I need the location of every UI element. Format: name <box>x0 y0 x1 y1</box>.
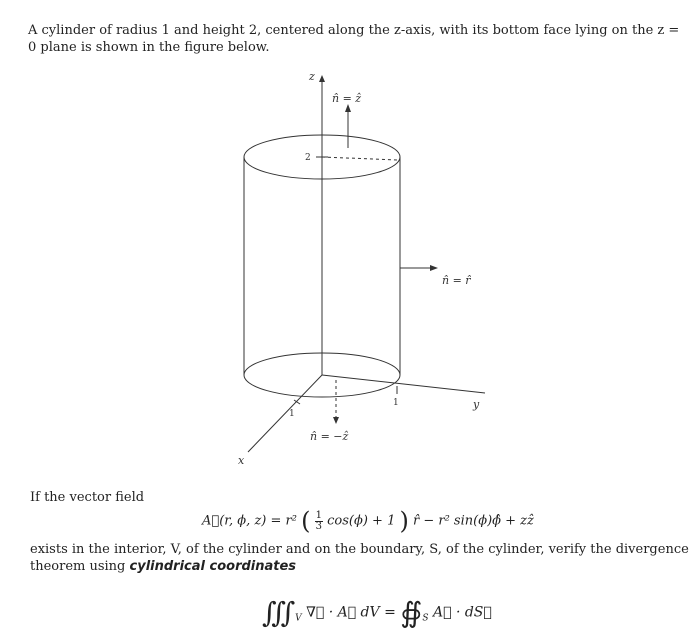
open-paren: ( <box>301 507 311 535</box>
field-label: If the vector field <box>30 490 145 505</box>
volume-integrand: ∇⃗ · A⃗ dV = <box>306 604 396 621</box>
vector-field-equation <box>202 507 534 535</box>
y-axis <box>322 375 485 393</box>
field-eq-rhs: r̂ − r² sin(ϕ)ϕ̂ + zẑ <box>413 513 534 529</box>
height-tick-label: 2 <box>305 153 311 163</box>
surface-subscript: S <box>422 613 429 624</box>
fraction <box>315 511 323 532</box>
task-emphasis: cylindrical coordinates <box>129 559 297 574</box>
height-dash <box>322 157 398 160</box>
z-axis-label: z <box>309 70 315 83</box>
x-tick-label: 1 <box>289 409 295 419</box>
surface-integrand: A⃗ · dS⃗ <box>432 604 492 621</box>
y-tick-label: 1 <box>393 398 399 408</box>
bottom-normal-arrowhead <box>333 417 339 424</box>
fraction-denominator: 3 <box>315 520 322 532</box>
task-text: exists in the interior, V, of the cylinder and on the boundary, S, of the cylinder, verify the divergence theorem using <box>30 542 689 574</box>
fraction-numerator: 1 <box>315 509 322 521</box>
y-axis-label: y <box>473 398 480 411</box>
z-axis-arrowhead <box>319 75 325 82</box>
volume-integral-sign: ∭ <box>262 596 296 629</box>
side-normal-label: n̂ = r̂ <box>442 274 471 287</box>
intro-paragraph: A cylinder of radius 1 and height 2, centered along the z-axis, with its bottom face lying on the z = 0 plane is shown in the figure below. <box>28 23 680 55</box>
volume-subscript: V <box>295 613 302 624</box>
close-paren: ) <box>399 507 409 535</box>
side-normal-arrowhead <box>430 265 438 271</box>
top-normal-label: n̂ = ẑ <box>332 92 362 105</box>
top-normal-arrowhead <box>345 104 351 112</box>
x-axis-label: x <box>238 454 245 467</box>
bottom-normal-label: n̂ = −ẑ <box>310 430 349 443</box>
task-paragraph <box>30 541 690 575</box>
divergence-theorem-equation <box>262 596 492 629</box>
surface-integral-sign: ∯ <box>400 596 423 629</box>
field-eq-lhs: A⃗(r, ϕ, z) = r² <box>202 513 297 529</box>
field-eq-mid: cos(ϕ) + 1 <box>327 513 396 529</box>
